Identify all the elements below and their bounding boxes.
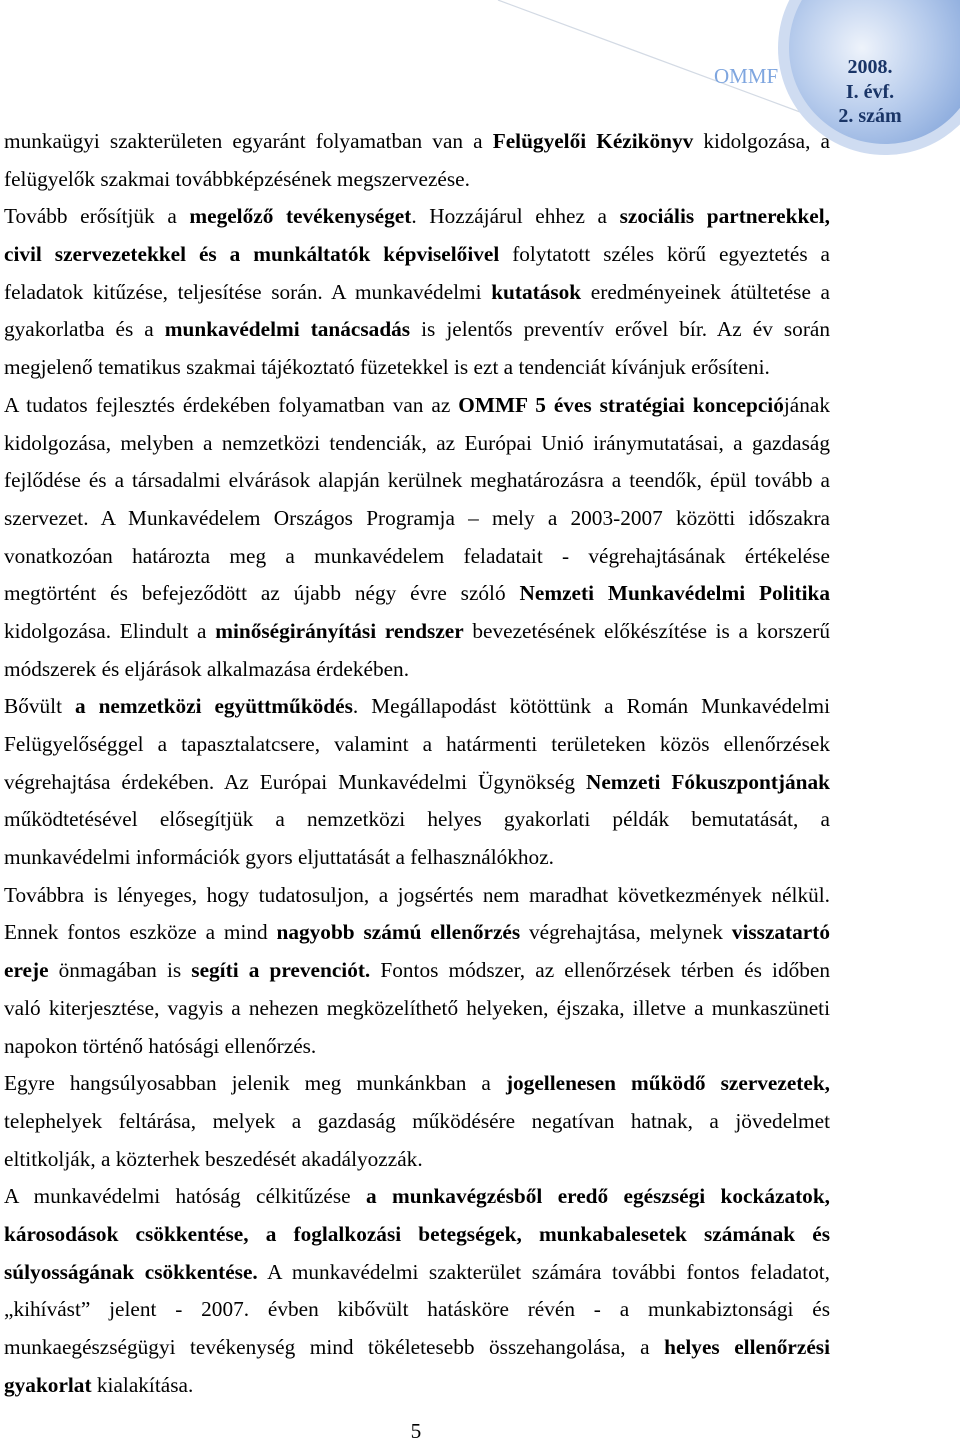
bold-text-run: gyakorlat <box>4 1372 92 1397</box>
body-text <box>4 123 830 1404</box>
bold-text-run: visszatartó <box>731 920 830 945</box>
paragraph <box>4 688 830 876</box>
text-run: kialakítása. <box>91 1372 194 1397</box>
paragraph <box>4 1065 830 1178</box>
text-line <box>4 462 830 500</box>
text-line <box>4 1178 830 1216</box>
text-line <box>4 1103 830 1141</box>
text-line <box>4 349 830 387</box>
text-run: kidolgozása. Elindult a <box>4 618 216 643</box>
bold-text-run: a nemzetközi együttműködés <box>74 694 353 719</box>
text-run: munkaügyi szakterületen egyaránt folyamatban van a <box>4 129 493 153</box>
bold-text-run: jogellenesen működő szervezetek, <box>505 1071 830 1096</box>
bold-text-run: kutatások <box>491 279 582 304</box>
text-line <box>4 990 830 1028</box>
text-run: „kihívást” jelent - 2007. évben kibővült hatásköre révén - a munkabiztonsági és <box>4 1297 830 1322</box>
text-line <box>4 877 830 915</box>
bold-text-run: ereje <box>4 958 49 983</box>
text-run: eredményeinek átültetése a <box>581 279 830 304</box>
text-run: felügyelők szakmai továbbképzésének megszervezése. <box>4 166 470 191</box>
text-line <box>4 952 830 990</box>
text-run: feladatok kitűzése, teljesítése során. A munkavédelmi <box>4 279 492 304</box>
text-run: Egyre hangsúlyosabban jelenik meg munkánkban a <box>4 1071 506 1096</box>
text-run: kidolgozása, melyben a nemzetközi tendenciák, az Európai Unió iránymutatásai, a gazdaság <box>4 430 830 455</box>
org-name: OMMF <box>714 64 779 88</box>
text-line <box>4 1291 830 1329</box>
text-run: napokon történő hatósági ellenőrzés. <box>4 1033 317 1058</box>
text-line <box>4 613 830 651</box>
text-line <box>4 500 830 538</box>
paragraph <box>4 198 830 386</box>
text-line <box>4 311 830 349</box>
text-line <box>4 123 830 161</box>
text-run: Tovább erősítjük a <box>4 204 190 229</box>
text-run: vonatkozóan határozta meg a munkavédelem feladatait - végrehajtásának értékelése <box>4 543 830 568</box>
text-line <box>4 1216 830 1254</box>
bold-text-run: helyes ellenőrzési <box>664 1335 830 1359</box>
text-line <box>4 1028 830 1066</box>
text-run: fejlődése és a társadalmi elvárások alapján kerülnek meghatározásra a teendők, épül tovább a <box>4 468 830 493</box>
bold-text-run: megelőző tevékenységet <box>189 204 412 229</box>
text-line <box>4 236 830 274</box>
text-run: . Megállapodást kötöttünk a Román Munkavédelmi <box>352 694 830 719</box>
paragraph <box>4 387 830 689</box>
bold-text-run: Felügyelői Kézikönyv <box>492 129 694 153</box>
paragraph <box>4 877 830 1065</box>
page-number: 5 <box>410 1419 422 1443</box>
text-run: módszerek és eljárások alkalmazása érdekében. <box>4 656 410 681</box>
text-run: Ennek fontos eszköze a mind <box>4 920 277 945</box>
text-line <box>4 538 830 576</box>
text-run: telephelyek feltárása, melyek a gazdaság működésére negatívan hatnak, a jövedelmet <box>4 1108 830 1133</box>
issue-year: 2008. <box>847 56 893 78</box>
text-line <box>4 688 830 726</box>
text-line <box>4 1329 830 1367</box>
text-run: önmagában is <box>48 958 192 983</box>
text-line <box>4 387 830 425</box>
issue-badge <box>820 55 920 129</box>
text-line <box>4 274 830 312</box>
text-run: szervezet. A Munkavédelem Országos Programja – mely a 2003-2007 közötti időszakra <box>4 505 830 530</box>
text-run: A munkavédelmi hatóság célkitűzése <box>4 1184 366 1209</box>
text-run: való kiterjesztése, vagyis a nehezen megközelíthető helyeken, éjszaka, illetve a munkaszüneti <box>4 995 830 1020</box>
bold-text-run: súlyosságának csökkentése. <box>4 1259 258 1284</box>
text-line <box>4 198 830 236</box>
bold-text-run: civil szervezetekkel és a munkáltatók képviselőivel <box>4 242 500 267</box>
bold-text-run: munkavédelmi tanácsadás <box>164 317 411 342</box>
text-run: Fontos módszer, az ellenőrzések térben és időben <box>370 958 830 983</box>
text-run: folytatott széles körű egyeztetés a <box>499 242 830 267</box>
text-run: megtörtént és befejeződött az újabb négy évre szóló <box>4 581 520 606</box>
bold-text-run: nagyobb számú ellenőrzés <box>276 920 521 945</box>
paragraph <box>4 1178 830 1404</box>
bold-text-run: Nemzeti Fókuszpontjának <box>585 769 830 794</box>
text-run: Felügyelőséggel a tapasztalatcsere, valamint a határmenti területeken közös ellenőrzések <box>4 732 830 756</box>
text-run: kidolgozása, a <box>693 129 830 153</box>
bold-text-run: szociális partnerekkel, <box>619 204 830 229</box>
bold-text-run: Nemzeti Munkavédelmi Politika <box>519 581 830 606</box>
issue-number: 2. szám <box>838 105 902 127</box>
text-line <box>4 1141 830 1179</box>
text-line <box>4 425 830 463</box>
bold-text-run: OMMF 5 éves stratégiai koncepció <box>458 392 784 417</box>
bold-text-run: károsodások csökkentése, a foglalkozási betegségek, munkabalesetek számának és <box>4 1221 830 1246</box>
text-line <box>4 1254 830 1292</box>
text-run: munkaegészségügyi tevékenység mind tökéletesebb összehangolása, a <box>4 1335 665 1359</box>
text-run: . Hozzájárul ehhez a <box>411 204 620 229</box>
bold-text-run: a munkavégzésből eredő egészségi kockázatok, <box>366 1184 830 1209</box>
text-run: végrehajtása, melynek <box>520 920 732 945</box>
text-line <box>4 161 830 199</box>
text-line <box>4 1065 830 1103</box>
text-run: végrehajtása érdekében. Az Európai Munkavédelmi Ügynökség <box>4 769 586 794</box>
text-run: gyakorlatba és a <box>4 317 165 342</box>
text-run: Továbbra is lényeges, hogy tudatosuljon, a jogsértés nem maradhat következmények nélkül. <box>4 882 830 907</box>
text-line <box>4 839 830 877</box>
text-run: működtetésével elősegítjük a nemzetközi helyes gyakorlati példák bemutatását, a <box>4 807 830 832</box>
text-line <box>4 651 830 689</box>
paragraph <box>4 123 830 198</box>
text-line <box>4 764 830 802</box>
text-run: A munkavédelmi szakterület számára további fontos feladatot, <box>257 1259 830 1284</box>
text-line <box>4 575 830 613</box>
bold-text-run: segíti a prevenciót. <box>191 958 371 983</box>
text-line <box>4 726 830 764</box>
text-run: megjelenő tematikus szakmai tájékoztató füzetekkel is ezt a tendenciát kívánjuk erősíteni. <box>4 355 770 380</box>
issue-volume: I. évf. <box>845 80 895 103</box>
text-line <box>4 801 830 839</box>
text-run: munkavédelmi információk gyors eljuttatását a felhasználókhoz. <box>4 845 554 870</box>
decorative-line <box>498 0 800 112</box>
bold-text-run: minőségirányítási rendszer <box>215 618 464 643</box>
text-run: bevezetésének előkészítése is a korszerű <box>463 618 830 643</box>
text-run: Bővült <box>4 694 75 719</box>
text-run: eltitkolják, a közterhek beszedését akadályozzák. <box>4 1146 423 1171</box>
text-run: is jelentős preventív erővel bír. Az év során <box>410 317 830 342</box>
text-run: A tudatos fejlesztés érdekében folyamatban van az <box>4 392 459 417</box>
text-run: jának <box>783 392 830 417</box>
text-line <box>4 914 830 952</box>
text-line <box>4 1367 830 1405</box>
